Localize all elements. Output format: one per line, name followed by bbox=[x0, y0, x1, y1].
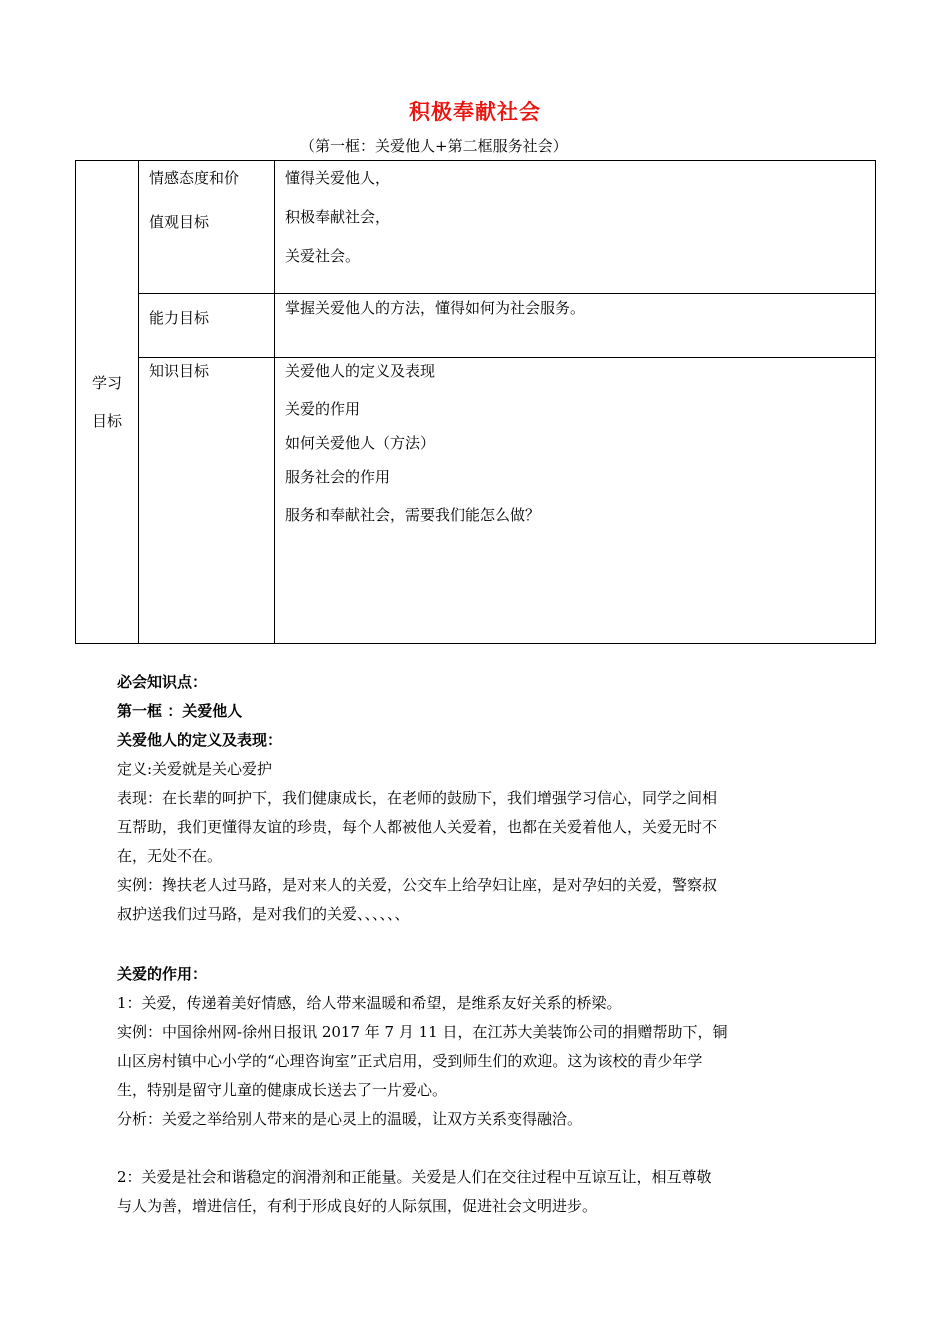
body-section bbox=[117, 668, 837, 929]
side-label-cell bbox=[76, 161, 139, 644]
category-label: 知识目标 bbox=[149, 362, 210, 381]
objective-item: 掌握关爱他人的方法，懂得如何为社会服务。 bbox=[285, 299, 586, 318]
paragraph-line: 叔护送我们过马路，是对我们的关爱、、、、、、 bbox=[117, 905, 410, 923]
objective-item: 关爱他人的定义及表现 bbox=[285, 362, 436, 381]
category-cell bbox=[139, 294, 275, 358]
category-cell bbox=[139, 358, 275, 644]
objective-item: 关爱社会。 bbox=[285, 247, 361, 265]
side-label-line: 目标 bbox=[91, 412, 122, 430]
section-heading: 第一框 ：关爱他人 bbox=[117, 702, 243, 720]
paragraph-line: 表现：在长辈的呵护下，我们健康成长，在老师的鼓励下，我们增强学习信心，同学之间相 bbox=[117, 789, 718, 807]
paragraph-line: 定义:关爱就是关心爱护 bbox=[117, 760, 273, 778]
paragraph-line: 1：关爱，传递着美好情感，给人带来温暖和希望，是维系友好关系的桥梁。 bbox=[117, 994, 622, 1012]
paragraph-line: 实例：搀扶老人过马路，是对来人的关爱，公交车上给孕妇让座，是对孕妇的关爱，警察叔 bbox=[117, 876, 718, 894]
content-cell bbox=[275, 294, 876, 358]
objective-item: 懂得关爱他人， bbox=[285, 169, 391, 187]
section-heading: 关爱的作用： bbox=[117, 965, 208, 983]
paragraph-line: 2：关爱是社会和谐稳定的润滑剂和正能量。关爱是人们在交往过程中互谅互让，相互尊敬 bbox=[117, 1168, 712, 1186]
learning-objectives-table bbox=[75, 160, 876, 644]
content-cell bbox=[275, 358, 876, 644]
body-section bbox=[117, 960, 837, 1134]
objective-item: 关爱的作用 bbox=[285, 400, 361, 419]
category-label: 情感态度和价 bbox=[149, 169, 240, 187]
paragraph-line: 分析：关爱之举给别人带来的是心灵上的温暖，让双方关系变得融洽。 bbox=[117, 1110, 583, 1128]
side-label-line: 学习 bbox=[91, 374, 122, 392]
table-row bbox=[76, 161, 876, 294]
table-row bbox=[76, 358, 876, 644]
objective-item: 服务和奉献社会，需要我们能怎么做？ bbox=[285, 506, 541, 525]
category-label: 能力目标 bbox=[149, 309, 210, 328]
page-subtitle: （第一框：关爱他人+第二框服务社会） bbox=[300, 137, 568, 155]
paragraph-line: 在，无处不在。 bbox=[117, 847, 223, 865]
paragraph-line: 生，特别是留守儿童的健康成长送去了一片爱心。 bbox=[117, 1081, 448, 1099]
paragraph-line: 山区房村镇中心小学的“心理咨询室”正式启用，受到师生们的欢迎。这为该校的青少年学 bbox=[117, 1052, 703, 1070]
body-section bbox=[117, 1163, 837, 1221]
table-row bbox=[76, 294, 876, 358]
paragraph-line: 实例：中国徐州网-徐州日报讯 2017 年 7 月 11 日，在江苏大美装饰公司的捐赠帮助下，铜 bbox=[117, 1023, 728, 1041]
paragraph-line: 与人为善，增进信任，有利于形成良好的人际氛围，促进社会文明进步。 bbox=[117, 1197, 598, 1215]
category-label: 值观目标 bbox=[149, 213, 210, 231]
objective-item: 如何关爱他人（方法） bbox=[285, 434, 436, 453]
content-cell bbox=[275, 161, 876, 294]
paragraph-line: 互帮助，我们更懂得友谊的珍贵，每个人都被他人关爱着，也都在关爱着他人，关爱无时不 bbox=[117, 818, 718, 836]
section-heading: 必会知识点： bbox=[117, 673, 208, 691]
objective-item: 积极奉献社会， bbox=[285, 208, 391, 226]
page-title: 积极奉献社会 bbox=[409, 100, 541, 124]
section-heading: 关爱他人的定义及表现： bbox=[117, 731, 283, 749]
category-cell bbox=[139, 161, 275, 294]
objective-item: 服务社会的作用 bbox=[285, 468, 391, 487]
